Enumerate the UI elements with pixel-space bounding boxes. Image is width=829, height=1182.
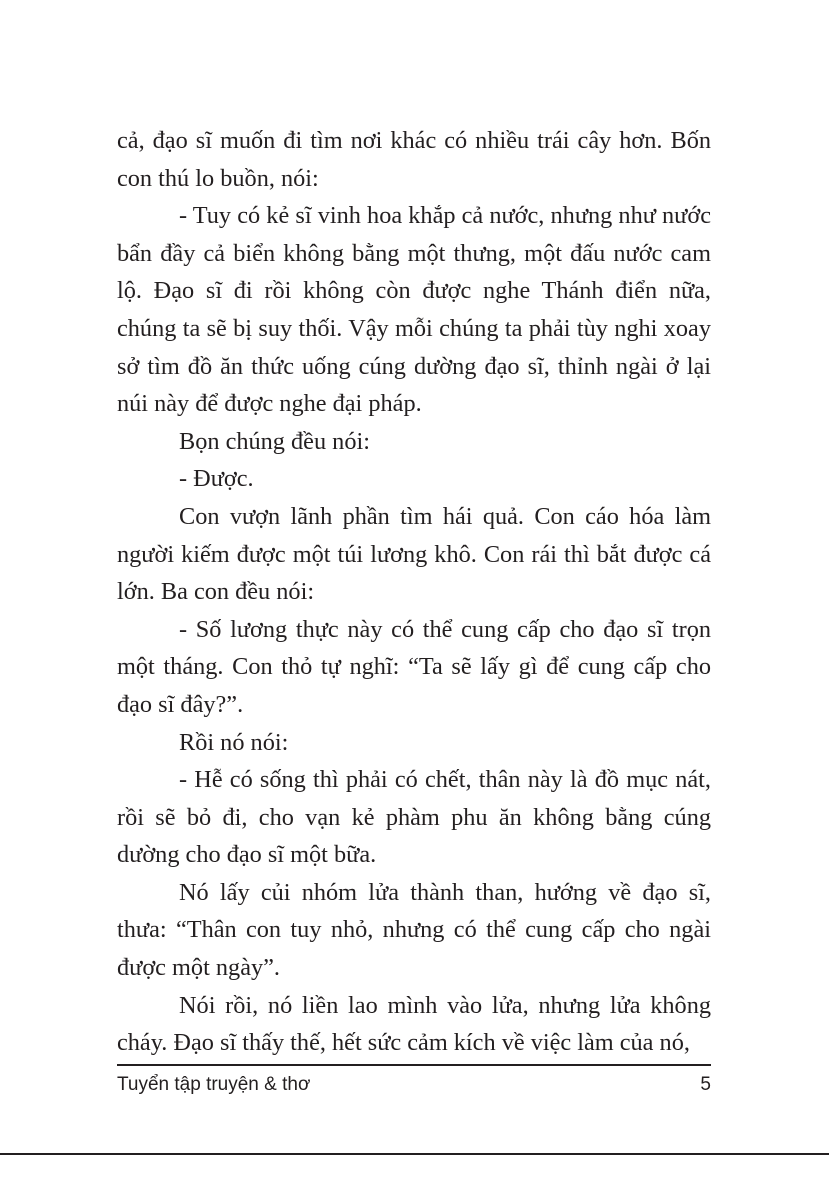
footer-book-title: Tuyển tập truyện & thơ	[117, 1074, 311, 1095]
paragraph: - Tuy có kẻ sĩ vinh hoa khắp cả nước, nhưng như nước bẩn đầy cả biển không bằng một thưng, một đấu nước cam lộ. Đạo sĩ đi rồi không còn được nghe Thánh điển nữa, chúng ta sẽ bị suy thối. Vậy mỗi chúng ta phải tùy nghi xoay sở tìm đồ ăn thức uống cúng dường đạo sĩ, thỉnh ngài ở lại núi này để được nghe đại pháp.	[117, 202, 711, 418]
page-edge-line	[0, 1153, 829, 1155]
paragraph: Rồi nó nói:	[179, 728, 289, 756]
paragraph: Nó lấy củi nhóm lửa thành than, hướng về đạo sĩ, thưa: “Thân con tuy nhỏ, nhưng có thể cung cấp cho ngài được một ngày”.	[117, 878, 711, 982]
paragraph: Con vượn lãnh phần tìm hái quả. Con cáo hóa làm người kiếm được một túi lương khô. Con rái thì bắt được cá lớn. Ba con đều nói:	[117, 502, 711, 606]
paragraph: Bọn chúng đều nói:	[179, 427, 370, 455]
paragraph: - Số lương thực này có thể cung cấp cho đạo sĩ trọn một tháng. Con thỏ tự nghĩ: “Ta sẽ lấy gì để cung cấp cho đạo sĩ đây?”.	[117, 615, 711, 718]
footer-divider	[117, 1064, 711, 1066]
paragraph: - Hễ có sống thì phải có chết, thân này là đồ mục nát, rồi sẽ bỏ đi, cho vạn kẻ phàm phu ăn không bằng cúng dường cho đạo sĩ một bữa.	[117, 766, 711, 869]
paragraph: cả, đạo sĩ muốn đi tìm nơi khác có nhiều trái cây hơn. Bốn con thú lo buồn, nói:	[117, 127, 711, 192]
page-number: 5	[700, 1074, 711, 1095]
paragraph: Nói rồi, nó liền lao mình vào lửa, nhưng lửa không cháy. Đạo sĩ thấy thế, hết sức cảm kích về việc làm của nó,	[117, 991, 711, 1057]
paragraph: - Được.	[179, 465, 254, 493]
body-text	[117, 122, 711, 1062]
